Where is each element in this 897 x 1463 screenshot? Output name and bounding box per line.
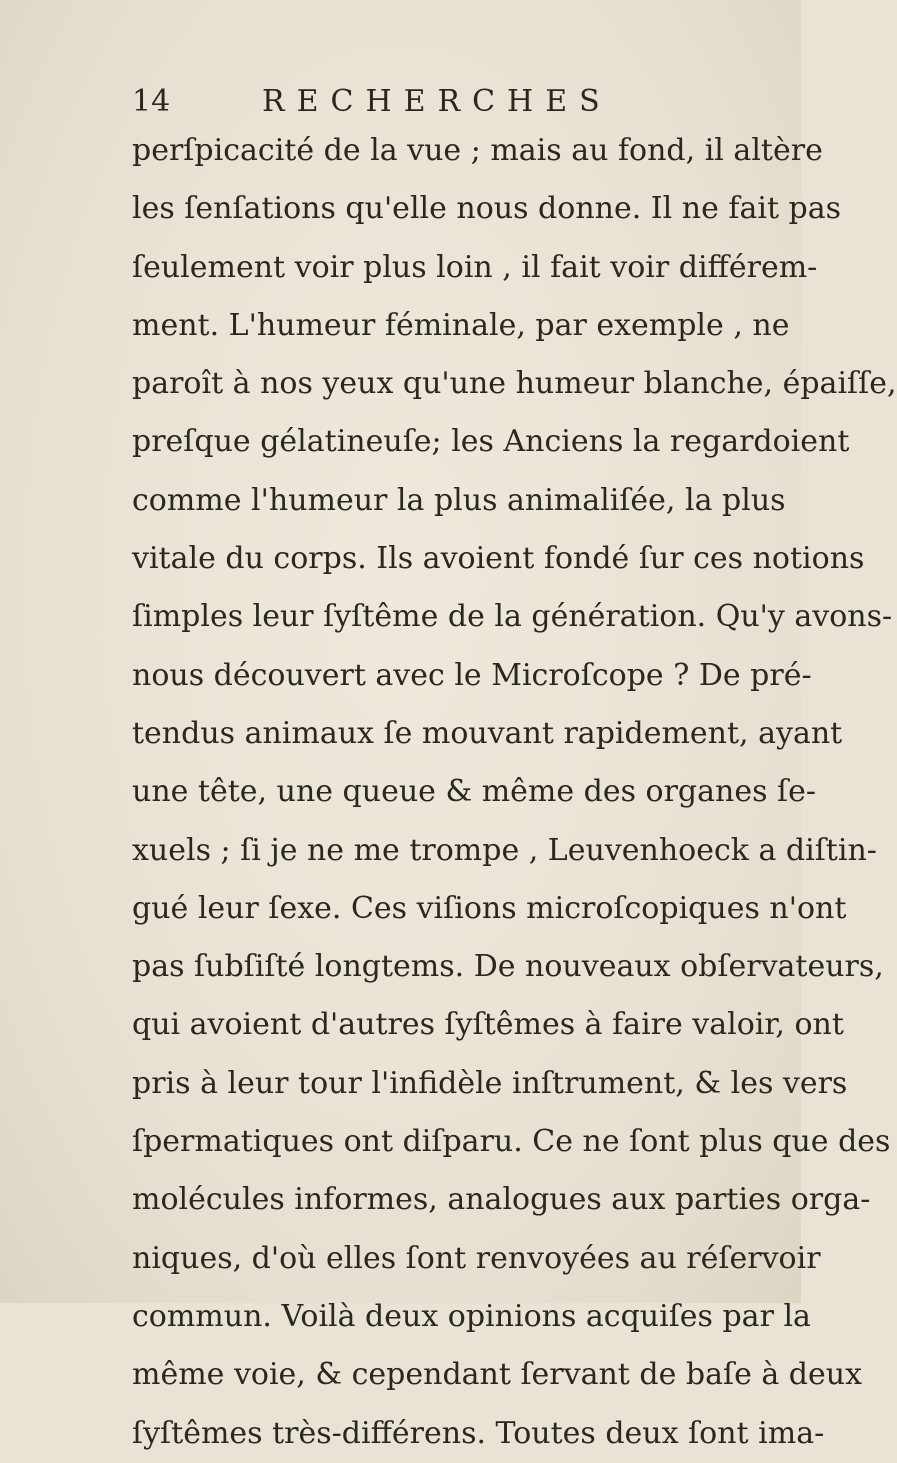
text-line: les ſenſations qu'elle nous donne. Il ne fait pas [132, 191, 842, 227]
text-line: vitale du corps. Ils avoient fondé ſur ces notions [132, 541, 865, 577]
text-line: même voie, & cependant ſervant de baſe à deux [132, 1357, 862, 1393]
text-line: perſpicacité de la vue ; mais au fond, il altère [132, 133, 823, 168]
body-text [132, 122, 897, 1463]
text-line: ment. L'humeur féminale, par exemple , ne [132, 307, 790, 343]
text-line: comme l'humeur la plus animaliſée, la plus [132, 482, 786, 518]
text-line: nous découvert avec le Microſcope ? De pré- [132, 657, 812, 693]
text-line: gué leur ſexe. Ces viſions microſcopiques n'ont [132, 890, 847, 926]
text-line: commun. Voilà deux opinions acquiſes par la [132, 1298, 811, 1334]
text-line: preſque gélatineuſe; les Anciens la regardoient [132, 424, 850, 460]
text-line: molécules informes, analogues aux parties orga- [132, 1182, 871, 1218]
text-line: tendus animaux ſe mouvant rapidement, ayant [132, 715, 843, 751]
page-header [132, 82, 732, 122]
running-head: RECHERCHES [262, 84, 612, 119]
page-number: 14 [132, 84, 171, 119]
text-line: paroît à nos yeux qu'une humeur blanche, épaiſſe, [132, 366, 897, 402]
text-line: ſimples leur ſyſtême de la génération. Qu'y avons- [132, 599, 893, 635]
text-line: ſpermatiques ont diſparu. Ce ne ſont plus que des [132, 1124, 891, 1160]
text-line: ſeulement voir plus loin , il fait voir différem- [132, 249, 818, 285]
text-line: xuels ; ſi je ne me trompe , Leuvenhoeck a diſtin- [132, 832, 877, 868]
text-line: pris à leur tour l'infidèle inſtrument, & les vers [132, 1065, 848, 1101]
text-line: niques, d'où elles ſont renvoyées au réſervoir [132, 1240, 821, 1276]
text-line: une tête, une queue & même des organes ſe- [132, 774, 817, 810]
text-line: ſyſtêmes très-différens. Toutes deux ſont ima- [132, 1415, 825, 1451]
text-line: qui avoient d'autres ſyſtêmes à faire valoir, ont [132, 1007, 844, 1043]
text-line: pas ſubſiſté longtems. De nouveaux obſervateurs, [132, 949, 884, 985]
